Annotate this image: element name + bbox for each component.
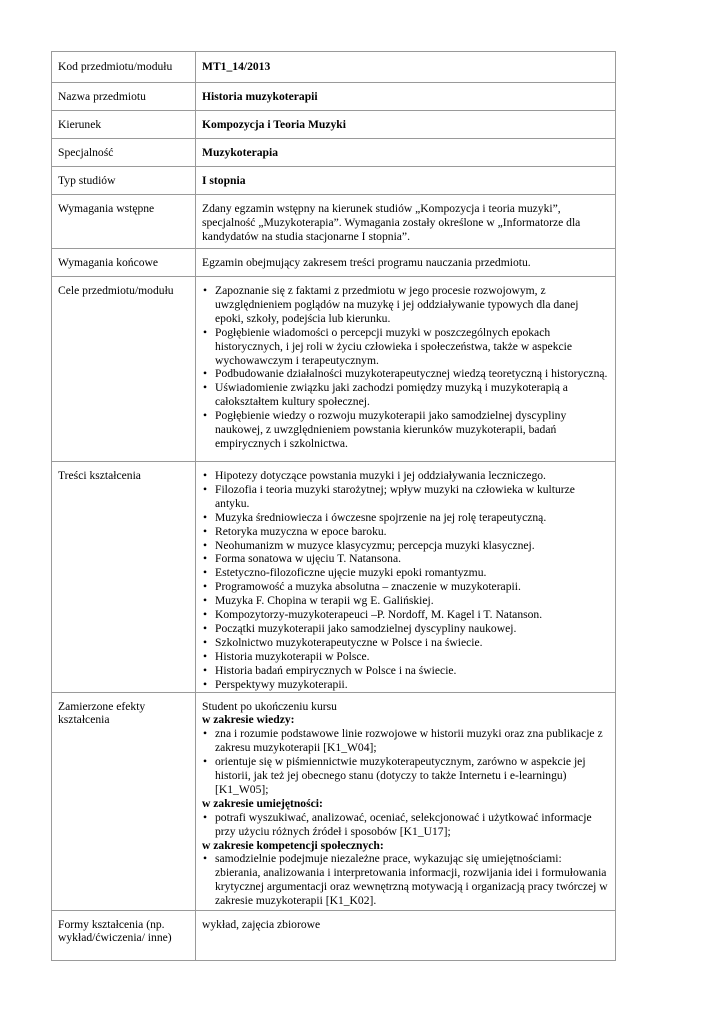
list-item: • Uświadomienie związku jaki zachodzi pomiędzy muzyką i muzykoterapią a całokształtem kultury społecznej. [202,381,609,409]
value-entry-requirements: Zdany egzamin wstępny na kierunek studiów „Kompozycja i teoria muzyki”, specjalność „Muzykoterapia”. Wymagania zostały określone w „Informatorze dla kandydatów na studia stacjonarne I stopnia”. [196,195,616,249]
row-field-of-study [52,111,616,139]
row-learning-outcomes [52,692,616,910]
list-item: • potrafi wyszukiwać, analizować, oceniać, selekcjonować i użytkować informacje przy użyciu różnych źródeł i sposobów [K1_U17]; [202,811,609,839]
list-item: • Szkolnictwo muzykoterapeutyczne w Polsce i na świecie. [202,636,609,650]
list-item: • Estetyczno-filozoficzne ujęcie muzyki epoki romantyzmu. [202,566,609,580]
value-final-requirements: Egzamin obejmujący zakresem treści programu nauczania przedmiotu. [196,249,616,277]
syllabus-table [51,51,616,961]
label-learning-outcomes: Zamierzone efekty kształcenia [52,692,196,910]
label-field-of-study: Kierunek [52,111,196,139]
list-item: • orientuje się w piśmiennictwie muzykoterapeutycznym, zarówno w aspekcie jej historii, jak też jej obecnego stanu (dotyczy to także Internetu i e-learningu) [K1_W05]; [202,755,609,797]
list-item: • Retoryka muzyczna w epoce baroku. [202,525,609,539]
list-item: • Podbudowanie działalności muzykoterapeutycznej wiedzą teoretyczną i historyczną. [202,367,609,381]
value-teaching-forms: wykład, zajęcia zbiorowe [196,910,616,960]
value-field-of-study: Kompozycja i Teoria Muzyki [196,111,616,139]
value-course-name: Historia muzykoterapii [196,83,616,111]
label-course-code: Kod przedmiotu/modułu [52,52,196,83]
row-entry-requirements [52,195,616,249]
list-item: • Hipotezy dotyczące powstania muzyki i jej oddziaływania leczniczego. [202,469,609,483]
outcomes-heading-skills: w zakresie umiejętności: [202,796,323,810]
value-learning-outcomes [196,692,616,910]
social-competences-list [202,852,609,908]
list-item: • Muzyka średniowiecza i ówczesne spojrzenie na jej rolę terapeutyczną. [202,511,609,525]
label-entry-requirements: Wymagania wstępne [52,195,196,249]
label-final-requirements: Wymagania końcowe [52,249,196,277]
row-study-type [52,167,616,195]
list-item: • Neohumanizm w muzyce klasycyzmu; percepcja muzyki klasycznej. [202,539,609,553]
list-item: • zna i rozumie podstawowe linie rozwojowe w historii muzyki oraz zna publikacje z zakresu muzykoterapii [K1_W04]; [202,727,609,755]
row-final-requirements [52,249,616,277]
row-teaching-forms [52,910,616,960]
list-item: • Muzyka F. Chopina w terapii wg E. Galińskiej. [202,594,609,608]
list-item: • Perspektywy muzykoterapii. [202,678,609,692]
content-list [202,469,609,692]
list-item: • Historia muzykoterapii w Polsce. [202,650,609,664]
list-item: • Programowość a muzyka absolutna – znaczenie w muzykoterapii. [202,580,609,594]
value-study-type: I stopnia [196,167,616,195]
row-course-content [52,462,616,693]
label-course-content: Treści kształcenia [52,462,196,693]
label-course-objectives: Cele przedmiotu/modułu [52,277,196,462]
list-item: • Pogłębienie wiedzy o rozwoju muzykoterapii jako samodzielnej dyscypliny naukowej, z uwzględnieniem powstania kierunków muzykoterapii, badań empirycznych i szkolnictwa. [202,409,609,451]
outcomes-intro: Student po ukończeniu kursu [202,699,337,713]
outcomes-heading-social-competences: w zakresie kompetencji społecznych: [202,838,384,852]
outcomes-heading-knowledge: w zakresie wiedzy: [202,713,295,727]
value-course-objectives [196,277,616,462]
objectives-list [202,284,609,451]
knowledge-list [202,727,609,797]
value-course-code: MT1_14/2013 [196,52,616,83]
row-course-code [52,52,616,83]
label-teaching-forms: Formy kształcenia (np. wykład/ćwiczenia/ inne) [52,910,196,960]
row-specialization [52,139,616,167]
list-item: • Filozofia i teoria muzyki starożytnej; wpływ muzyki na człowieka w kulturze antyku. [202,483,609,511]
list-item: • Historia badań empirycznych w Polsce i na świecie. [202,664,609,678]
skills-list [202,811,609,839]
row-course-objectives [52,277,616,462]
label-specialization: Specjalność [52,139,196,167]
label-course-name: Nazwa przedmiotu [52,83,196,111]
list-item: • Kompozytorzy-muzykoterapeuci –P. Nordoff, M. Kagel i T. Natanson. [202,608,609,622]
list-item: • Początki muzykoterapii jako samodzielnej dyscypliny naukowej. [202,622,609,636]
list-item: • Forma sonatowa w ujęciu T. Natansona. [202,552,609,566]
list-item: • Zapoznanie się z faktami z przedmiotu w jego procesie rozwojowym, z uwzględnieniem poglądów na muzykę i jej oddziaływanie typowych dla danej epoki, szkoły, podejścia lub kierunku. [202,284,609,326]
value-course-content [196,462,616,693]
list-item: • samodzielnie podejmuje niezależne prace, wykazując się umiejętnościami: zbierania, analizowania i interpretowania informacji, rozwijania idei i formułowania krytycznej argumentacji oraz wewnętrzną motywacją i organizacją pracy twórczej w zakresie muzykoterapii [K1_K02]. [202,852,609,908]
label-study-type: Typ studiów [52,167,196,195]
value-specialization: Muzykoterapia [196,139,616,167]
row-course-name [52,83,616,111]
list-item: • Pogłębienie wiadomości o percepcji muzyki w poszczególnych epokach historycznych, i jej roli w życiu człowieka i społeczeństwa, także w aspekcie wychowawczym i terapeutycznym. [202,326,609,368]
